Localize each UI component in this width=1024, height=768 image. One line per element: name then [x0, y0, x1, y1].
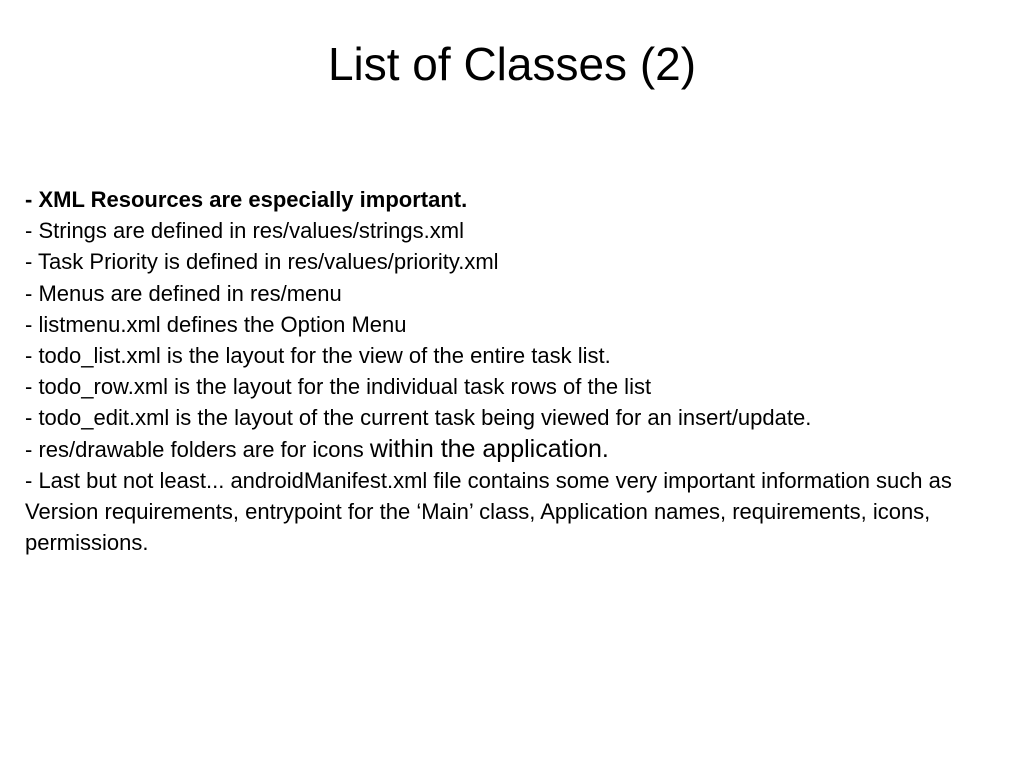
bullet-listmenu: - listmenu.xml defines the Option Menu [25, 311, 407, 337]
bullet-manifest: - Last but not least... androidManifest.xml file contains some very important information such as Version requirements, entrypoint for the ‘Main’ class, Application names, requirements, icons, permissions. [25, 467, 952, 556]
bullet-xml-resources: - XML Resources are especially important. [25, 187, 468, 212]
bullet-todo-edit: - todo_edit.xml is the layout of the current task being viewed for an insert/update. [25, 405, 812, 431]
bullet-todo-list: - todo_list.xml is the layout for the view of the entire task list. [25, 343, 611, 369]
slide-body [25, 184, 1010, 558]
bullet-drawable-part1: - res/drawable folders are for icons [25, 436, 370, 462]
bullet-todo-row: - todo_row.xml is the layout for the individual task rows of the list [25, 374, 652, 400]
slide-title: List of Classes (2) [327, 38, 697, 90]
bullet-drawable-part2: within the application. [369, 434, 609, 463]
bullet-strings: - Strings are defined in res/values/strings.xml [25, 218, 464, 244]
bullet-menus: - Menus are defined in res/menu [25, 280, 342, 306]
bullet-task-priority: - Task Priority is defined in res/values/priority.xml [25, 249, 499, 275]
bullet-drawable [25, 434, 1010, 465]
